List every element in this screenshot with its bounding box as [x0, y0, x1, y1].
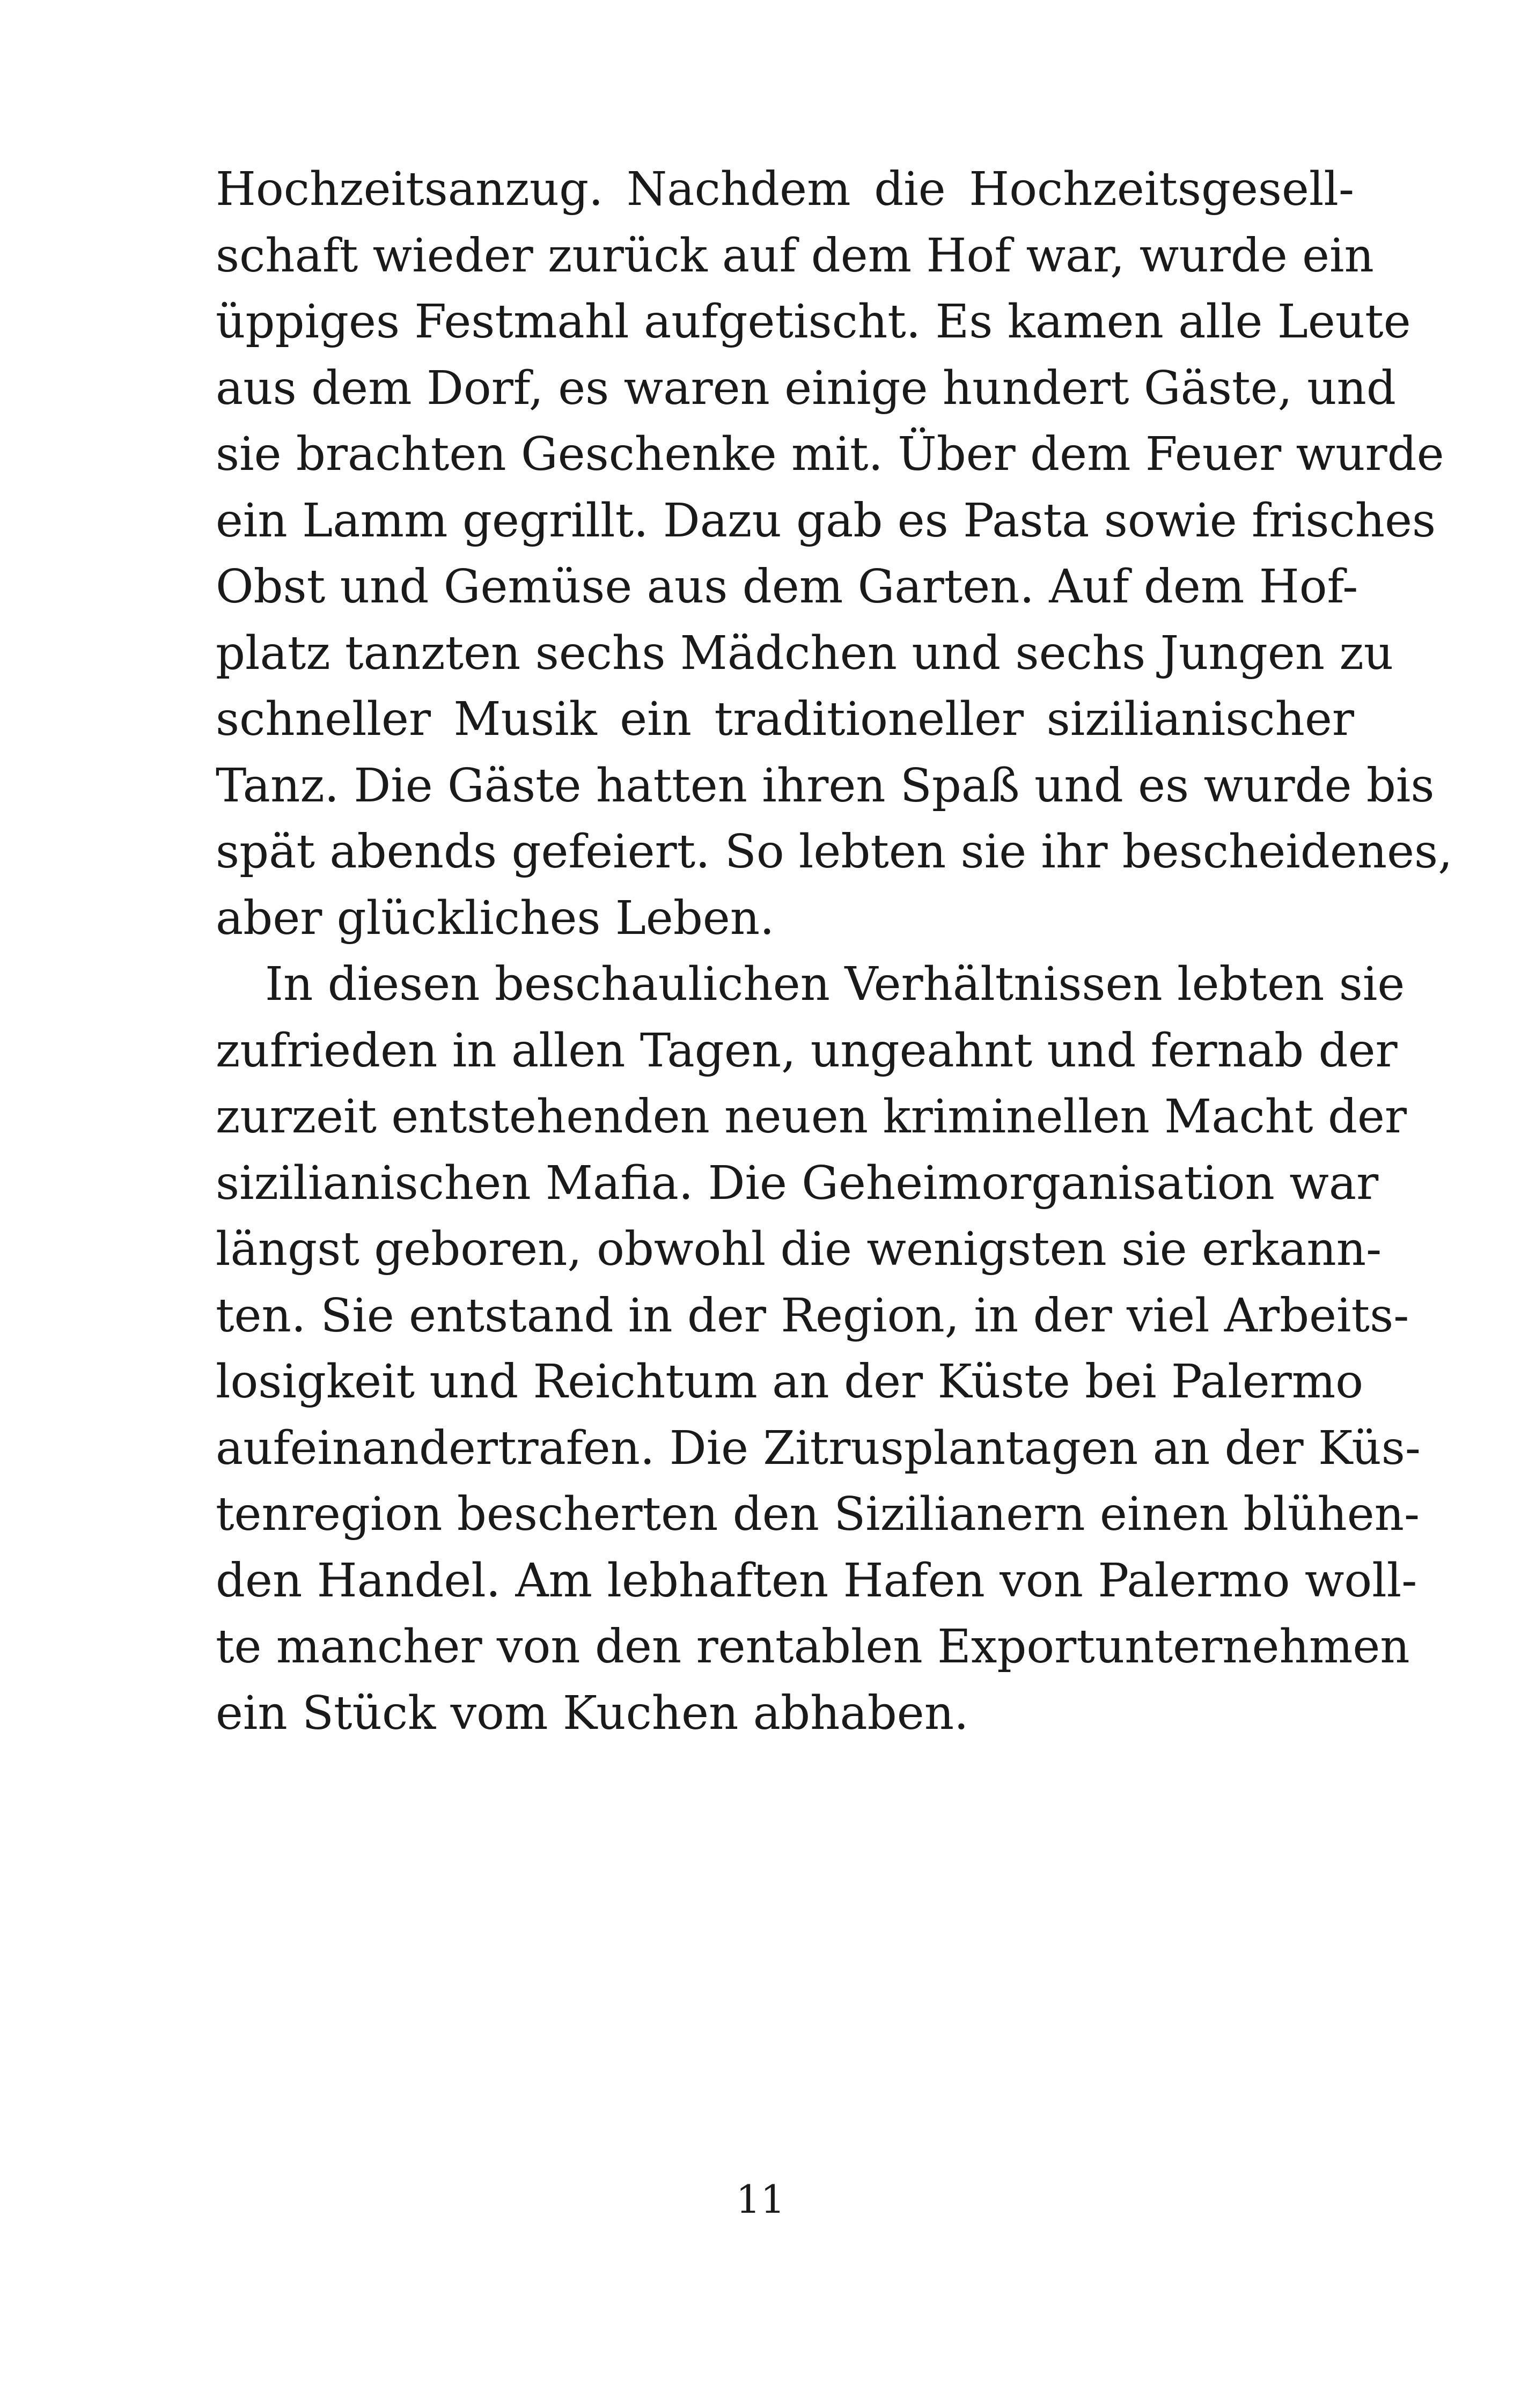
- text-line: Tanz. Die Gäste hatten ihren Spaß und es wurde bis: [216, 759, 1435, 813]
- text-line: ein Lamm gegrillt. Dazu gab es Pasta sowie frisches: [216, 494, 1436, 548]
- text-line: ein Stück vom Kuchen abhaben.: [216, 1686, 969, 1740]
- text-line: schneller Musik ein traditioneller sizilianischer: [216, 693, 1354, 746]
- page-number: 11: [736, 2177, 785, 2222]
- text-line: zurzeit entstehenden neuen kriminellen Macht der: [216, 1090, 1407, 1144]
- text-line: spät abends gefeiert. So lebten sie ihr bescheidenes,: [216, 825, 1453, 879]
- text-line: In diesen beschaulichen Verhältnissen lebten sie: [265, 958, 1405, 1011]
- text-line: den Handel. Am lebhaften Hafen von Palermo woll-: [216, 1553, 1417, 1608]
- text-line: te mancher von den rentablen Exportunternehmen: [216, 1620, 1410, 1674]
- text-line: Obst und Gemüse aus dem Garten. Auf dem Hof-: [216, 560, 1358, 614]
- text-line: aber glückliches Leben.: [216, 891, 775, 945]
- text-line: zufrieden in allen Tagen, ungeahnt und fernab der: [216, 1023, 1398, 1078]
- text-line: aufeinandertrafen. Die Zitrusplantagen an der Küs-: [216, 1421, 1421, 1475]
- text-line: platz tanzten sechs Mädchen und sechs Jungen zu: [216, 626, 1394, 680]
- text-line: tenregion bescherten den Sizilianern einen blühen-: [216, 1487, 1420, 1541]
- text-line: längst geboren, obwohl die wenigsten sie erkann-: [216, 1223, 1382, 1276]
- paragraph-1: [216, 157, 1453, 952]
- paragraph-2: [216, 952, 1421, 1747]
- body-text: [216, 157, 1453, 1747]
- text-line: sie brachten Geschenke mit. Über dem Feuer wurde: [216, 428, 1444, 481]
- text-line: aus dem Dorf, es waren einige hundert Gäste, und: [216, 361, 1396, 415]
- text-line: schaft wieder zurück auf dem Hof war, wurde ein: [216, 229, 1374, 283]
- text-line: ten. Sie entstand in der Region, in der viel Arbeits-: [216, 1288, 1409, 1343]
- text-line: Hochzeitsanzug. Nachdem die Hochzeitsgesell-: [216, 163, 1354, 216]
- text-line: sizilianischen Mafia. Die Geheimorganisation war: [216, 1156, 1379, 1210]
- text-line: üppiges Festmahl aufgetischt. Es kamen alle Leute: [216, 295, 1411, 349]
- text-line: losigkeit und Reichtum an der Küste bei Palermo: [216, 1355, 1364, 1409]
